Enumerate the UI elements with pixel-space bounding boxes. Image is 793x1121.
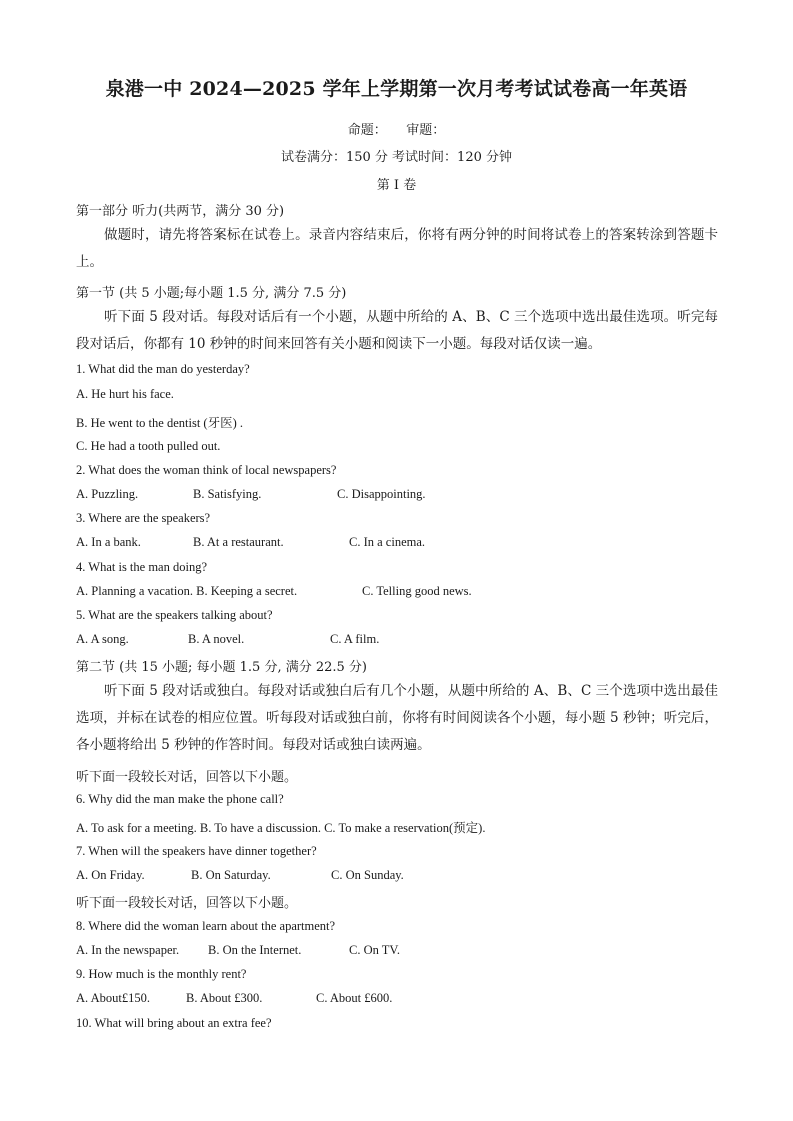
question-5-option-a: A. A song. — [76, 632, 129, 646]
question-5-option-b: B. A novel. — [188, 632, 245, 646]
section2-heading: 第二节 (共 15 小题; 每小题 1.5 分, 满分 22.5 分) — [76, 660, 368, 675]
question-1-option-a: A. He hurt his face. — [76, 387, 174, 401]
setters-line: 命题： 审题： — [347, 123, 446, 138]
question-2-stem: 2. What does the woman think of local newspapers? — [76, 463, 337, 477]
question-8-option-c: C. On TV. — [349, 943, 400, 957]
question-1-option-b: B. He went to the dentist (牙医) . — [76, 416, 243, 430]
dialog-intro-6: 听下面一段较长对话，回答以下小题。 — [76, 770, 298, 785]
question-8-option-b: B. On the Internet. — [208, 943, 302, 957]
question-5-stem: 5. What are the speakers talking about? — [76, 608, 273, 622]
question-1-stem: 1. What did the man do yesterday? — [76, 362, 250, 376]
question-5-option-c: C. A film. — [330, 632, 380, 646]
question-3-option-a: A. In a bank. — [76, 535, 141, 549]
section1-instructions: 听下面 5 段对话。每段对话后有一个小题，从题中所给的 A、B、C 三个选项中选出最佳选项。听完每段对话后，你都有 10 秒钟的时间来回答有关小题和阅读下一小题。每段对话仅读一遍。 — [76, 309, 718, 352]
section2-instructions: 听下面 5 段对话或独白。每段对话或独白后有几个小题，从题中所给的 A、B、C 三个选项中选出最佳选项，并标在试卷的相应位置。听每段对话或独白前，你将有时间阅读各个小题，每小题 5 秒钟；听完后，各小题将给出 5 秒钟的作答时间。每段对话或独白读两遍。 — [76, 683, 718, 753]
question-1-option-c: C. He had a tooth pulled out. — [76, 439, 221, 453]
question-10-stem: 10. What will bring about an extra fee? — [76, 1016, 272, 1030]
question-2-option-c: C. Disappointing. — [337, 487, 426, 501]
question-3-stem: 3. Where are the speakers? — [76, 511, 211, 525]
question-9-option-b: B. About £300. — [186, 991, 263, 1005]
section1-heading: 第一节 (共 5 小题;每小题 1.5 分, 满分 7.5 分) — [76, 286, 347, 301]
dialog-intro-7: 听下面一段较长对话，回答以下小题。 — [76, 896, 298, 911]
volume-label: 第 I 卷 — [376, 178, 417, 193]
score-time-line: 试卷满分：150 分 考试时间：120 分钟 — [280, 150, 513, 165]
question-7-stem: 7. When will the speakers have dinner together? — [76, 844, 317, 858]
part1-instructions: 做题时，请先将答案标在试卷上。录音内容结束后，你将有两分钟的时间将试卷上的答案转涂到答题卡上。 — [76, 227, 718, 270]
question-6-options: A. To ask for a meeting. B. To have a discussion. C. To make a reservation(预定). — [76, 821, 486, 835]
question-3-option-b: B. At a restaurant. — [193, 535, 284, 549]
question-4-option-ab: A. Planning a vacation. B. Keeping a secret. — [76, 584, 298, 598]
question-4-stem: 4. What is the man doing? — [76, 560, 207, 574]
question-4-option-c: C. Telling good news. — [362, 584, 472, 598]
question-8-stem: 8. Where did the woman learn about the apartment? — [76, 919, 336, 933]
question-7-option-a: A. On Friday. — [76, 868, 145, 882]
question-8-option-a: A. In the newspaper. — [76, 943, 180, 957]
part1-heading: 第一部分 听力(共两节，满分 30 分) — [76, 204, 285, 219]
exam-title: 泉港一中 2024—2025 学年上学期第一次月考考试试卷高一年英语 — [105, 78, 688, 100]
question-2-option-b: B. Satisfying. — [193, 487, 262, 501]
question-6-stem: 6. Why did the man make the phone call? — [76, 792, 284, 806]
question-9-option-c: C. About £600. — [316, 991, 393, 1005]
question-9-option-a: A. About£150. — [76, 991, 150, 1005]
question-7-option-b: B. On Saturday. — [191, 868, 271, 882]
question-9-stem: 9. How much is the monthly rent? — [76, 967, 247, 981]
question-7-option-c: C. On Sunday. — [331, 868, 404, 882]
question-3-option-c: C. In a cinema. — [349, 535, 426, 549]
question-2-option-a: A. Puzzling. — [76, 487, 139, 501]
